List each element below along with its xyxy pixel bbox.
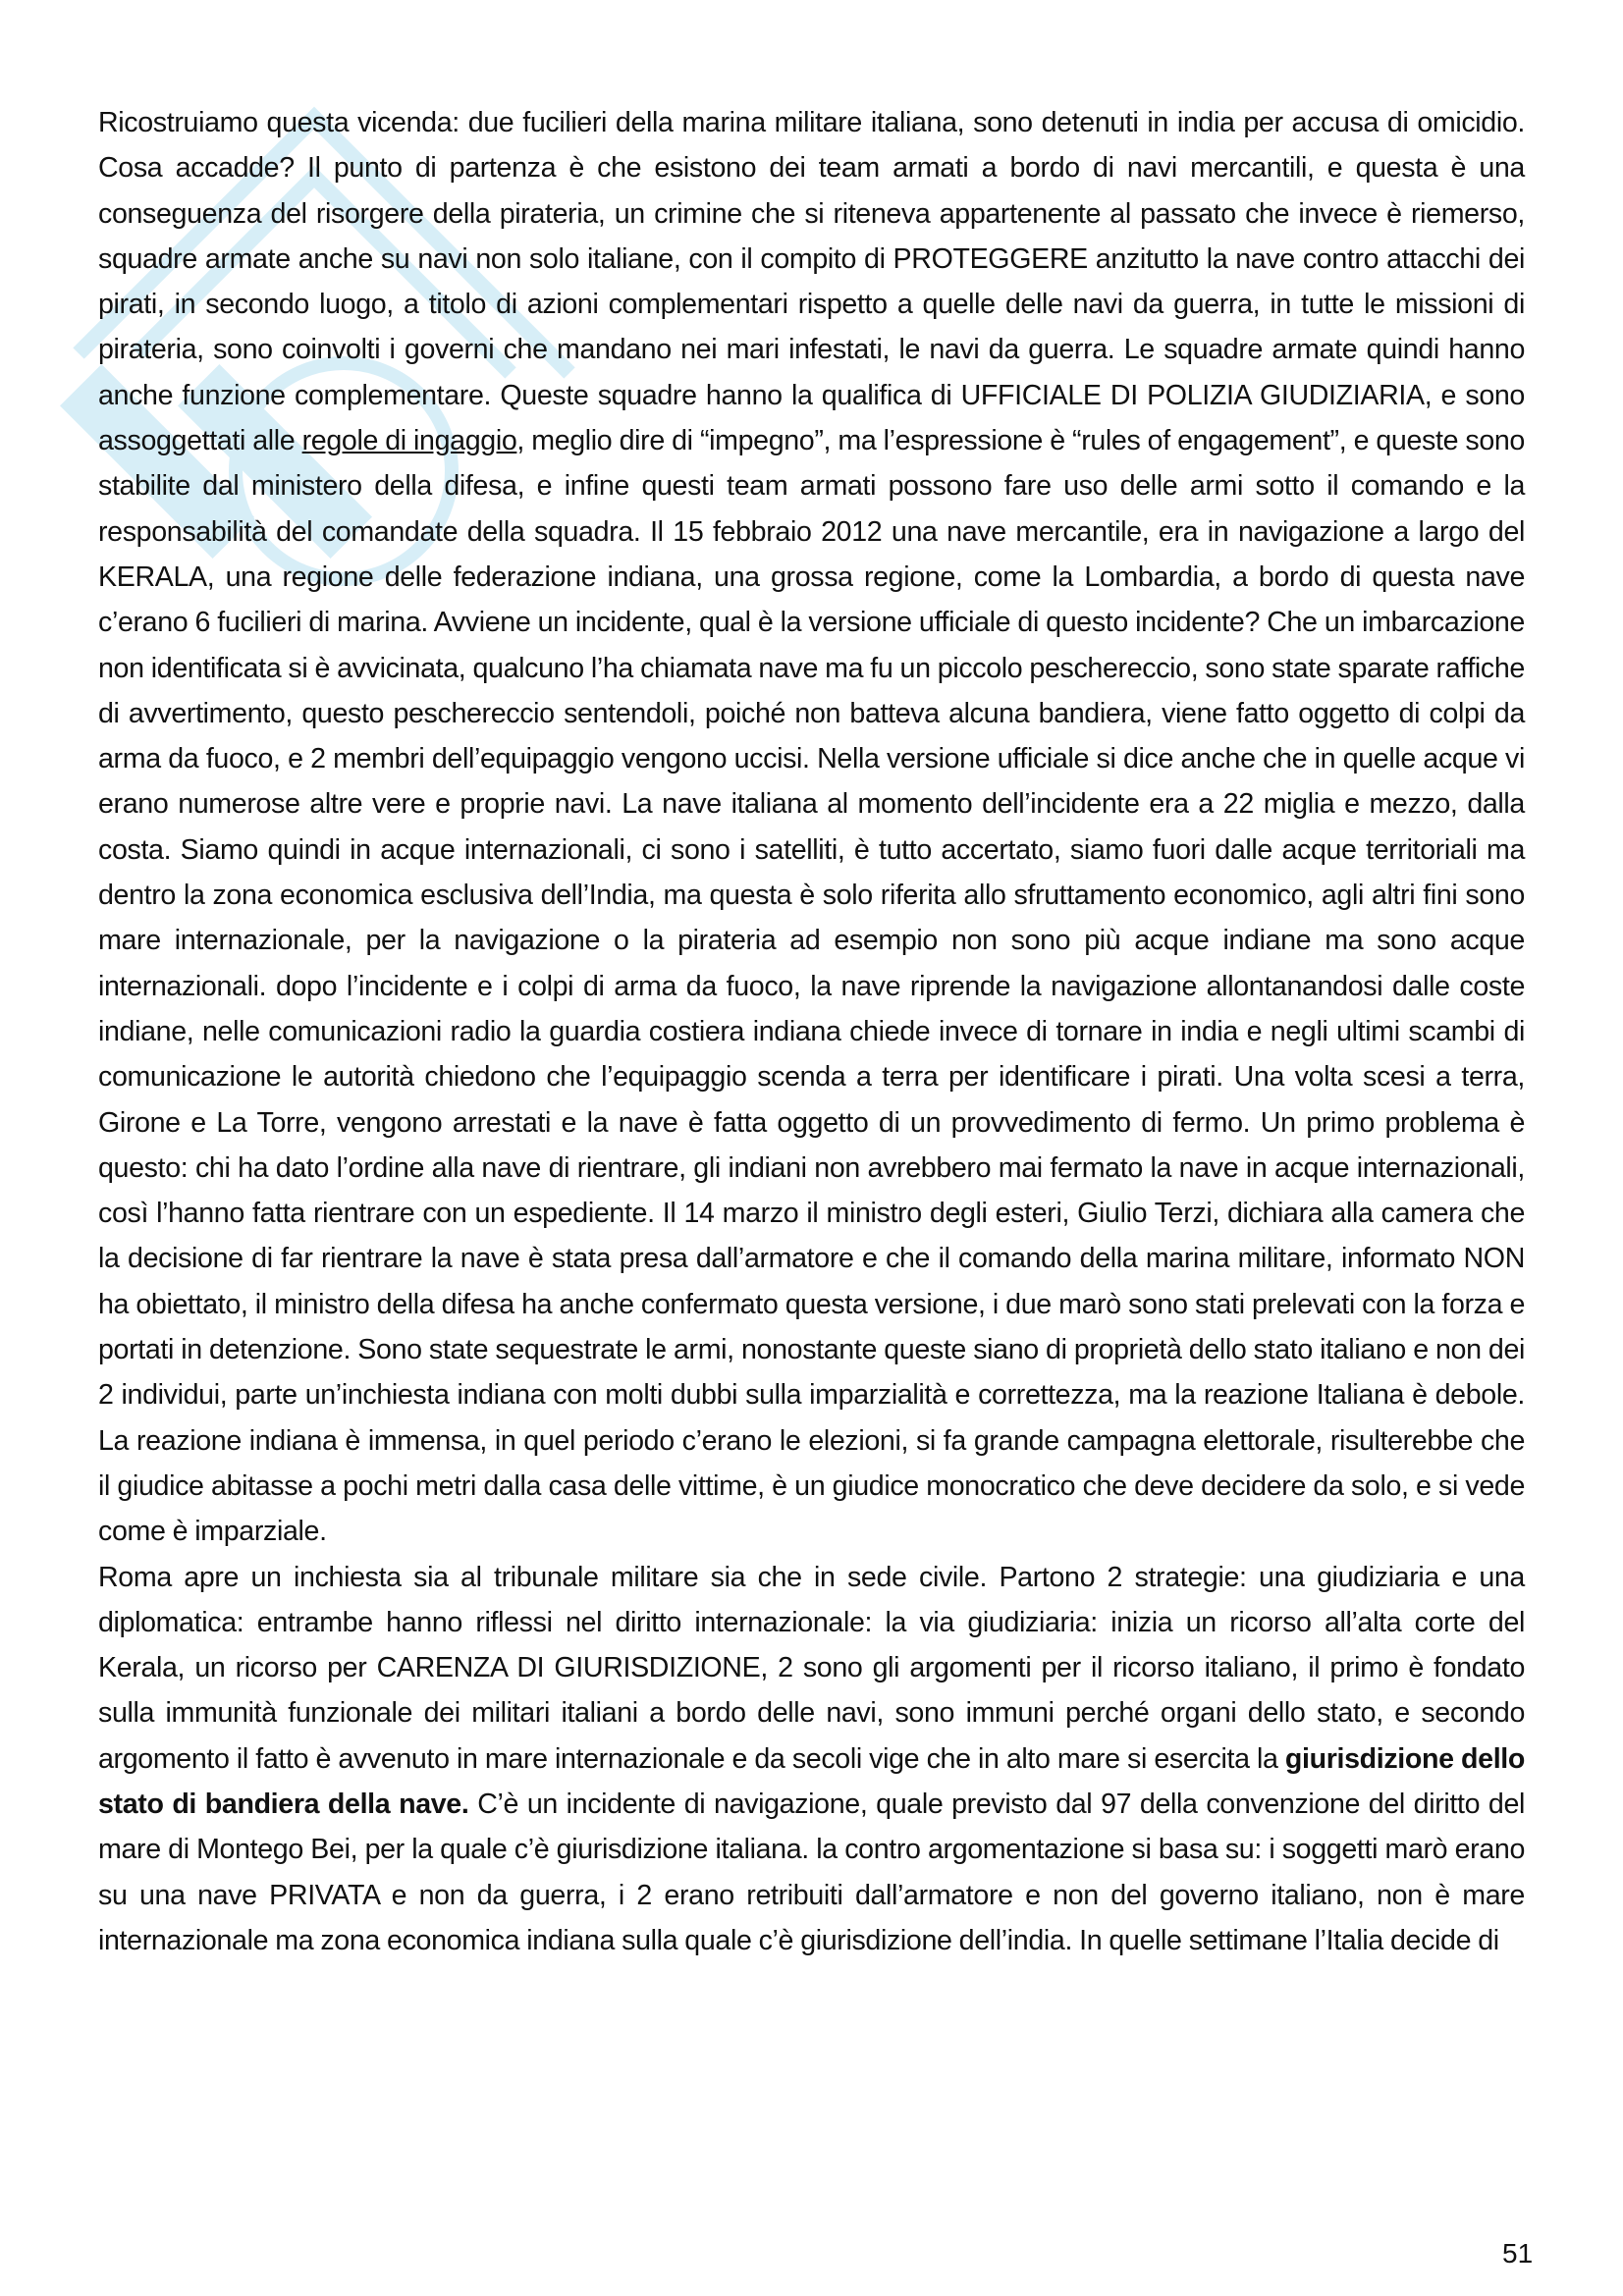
paragraph-1-text-a: Ricostruiamo questa vicenda: due fucilieri della marina militare italiana, sono detenuti in india per accusa di omicidio. Cosa accadde? Il punto di partenza è che esistono dei team armati a bordo di navi mercantili, e questa è una conseguenza del risorgere della pirateria, un crimine che si riteneva appartenente al passato che invece è riemerso, squadre armate anche su navi non solo italiane, con il compito di PROTEGGERE anzitutto la nave contro attacchi dei pirati, in secondo luogo, a titolo di azioni complementari rispetto a quelle delle navi da guerra, in tutte le missioni di pirateria, sono coinvolti i governi che mandano nei mari infestati, le navi da guerra. Le squadre armate quindi hanno anche funzione complementare. Queste squadre hanno la qualifica di UFFICIALE DI POLIZIA GIUDIZIARIA, e sono assoggettati alle <box>98 107 1525 457</box>
paragraph-2 <box>98 1555 1525 1964</box>
bold-term: giurisdizione dello stato di bandiera della nave. <box>98 1742 1525 1820</box>
paragraph-2-text-a: Roma apre un inchiesta sia al tribunale militare sia che in sede civile. Partono 2 strategie: una giudiziaria e una diplomatica: entrambe hanno riflessi nel diritto internazionale: la via giudiziaria: inizia un ricorso all’alta corte del Kerala, un ricorso per CARENZA DI GIURISDIZIONE, 2 sono gli argomenti per il ricorso italiano, il primo è fondato sulla immunità funzionale dei militari italiani a bordo delle navi, sono immuni perché organi dello stato, e secondo argomento il fatto è avvenuto in mare internazionale e da secoli vige che in alto mare si esercita la <box>98 1561 1525 1775</box>
body-text <box>98 100 1525 1963</box>
paragraph-2-text-b: C’è un incidente di navigazione, quale previsto dal 97 della convenzione del diritto del mare di Montego Bei, per la quale c’è giurisdizione italiana. la contro argomentazione si basa su: i soggetti marò erano su una nave PRIVATA e non da guerra, i 2 erano retribuiti dall’armatore e non del governo italiano, non è mare internazionale ma zona economica indiana sulla quale c’è giurisdizione dell’india. In quelle settimane l’Italia decide di <box>98 1788 1525 1956</box>
paragraph-1-text-b: , meglio dire di “impegno”, ma l’espressione è “rules of engagement”, e queste sono stabilite dal ministero della difesa, e infine questi team armati possono fare uso delle armi sotto il comando e la responsabilità del comandate della squadra. Il 15 febbraio 2012 una nave mercantile, era in navigazione a largo del KERALA, una regione delle federazione indiana, una grossa regione, come la Lombardia, a bordo di questa nave c’erano 6 fucilieri di marina. Avviene un incidente, qual è la versione ufficiale di questo incidente? Che un imbarcazione non identificata si è avvicinata, qualcuno l’ha chiamata nave ma fu un piccolo peschereccio, sono state sparate raffiche di avvertimento, questo peschereccio sentendoli, poiché non batteva alcuna bandiera, viene fatto oggetto di colpi da arma da fuoco, e 2 membri dell’equipaggio vengono uccisi. Nella versione ufficiale si dice anche che in quelle acque vi erano numerose altre vere e proprie navi. La nave italiana al momento dell’incidente era a 22 miglia e mezzo, dalla costa. Siamo quindi in acque internazionali, ci sono i satelliti, è tutto accertato, siamo fuori dalle acque territoriali ma dentro la zona economica esclusiva dell’India, ma questa è solo riferita allo sfruttamento economico, agli altri fini sono mare internazionale, per la navigazione o la pirateria ad esempio non sono più acque indiane ma sono acque internazionali. dopo l’incidente e i colpi di arma da fuoco, la nave riprende la navigazione allontanandosi dalle coste indiane, nelle comunicazioni radio la guardia costiera indiana chiede invece di tornare in india e negli ultimi scambi di comunicazione le autorità chiedono che l’equipaggio scenda a terra per identificare i pirati. Una volta scesi a terra, Girone e La Torre, vengono arrestati e la nave è fatta oggetto di un provvedimento di fermo. Un primo problema è questo: chi ha dato l’ordine alla nave di rientrare, gli indiani non avrebbero mai fermato la nave in acque internazionali, così l’hanno fatta rientrare con un espediente. Il 14 marzo il ministro degli esteri, Giulio Terzi, dichiara alla camera che la decisione di far rientrare la nave è stata presa dall’armatore e che il comando della marina militare, informato NON ha obiettato, il ministro della difesa ha anche confermato questa versione, i due marò sono stati prelevati con la forza e portati in detenzione. Sono state sequestrate le armi, nonostante queste siano di proprietà dello stato italiano e non dei 2 individui, parte un’inchiesta indiana con molti dubbi sulla imparzialità e correttezza, ma la reazione Italiana è debole. La reazione indiana è immensa, in quel periodo c’erano le elezioni, si fa grande campagna elettorale, risulterebbe che il giudice abitasse a pochi metri dalla casa delle vittime, è un giudice monocratico che deve decidere da solo, e si vede come è imparziale. <box>98 425 1525 1548</box>
page-number: 51 <box>1502 2238 1534 2269</box>
paragraph-1 <box>98 100 1525 1555</box>
underlined-term: regole di ingaggio <box>301 425 517 457</box>
